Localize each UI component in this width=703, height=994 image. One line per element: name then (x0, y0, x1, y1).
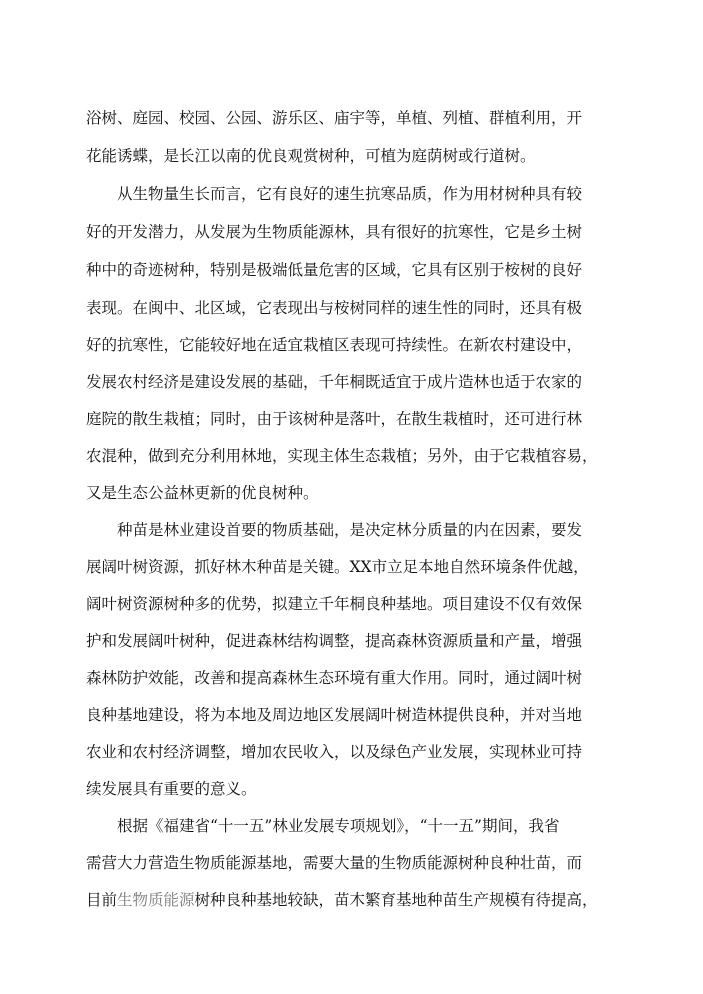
highlighted-term: 生物质能源 (117, 891, 195, 909)
text-line: 又是生态公益林更新的优良树种。 (86, 484, 319, 502)
text-line: 良种基地建设，将为本地及周边地区发展阔叶树造林提供良种，并对当地 (86, 706, 583, 724)
text-line: 森林防护效能，改善和提高森林生态环境有重大作用。同时，通过阔叶树 (86, 669, 583, 687)
text-line: 种中的奇迹树种，特别是极端低量危害的区域，它具有区别于桉树的良好 (86, 261, 583, 279)
text-line: 阔叶树资源树种多的优势，拟建立千年桐良种基地。项目建设不仅有效保 (86, 595, 583, 613)
text-line: 庭院的散生栽植；同时，由于该树种是落叶，在散生栽植时，还可进行林 (86, 410, 583, 428)
paragraph-start: 从生物量生长而言，它有良好的速生抗寒品质，作为用材树种具有较 (117, 185, 583, 203)
text-segment: 树种良种基地较缺，苗木繁育基地种苗生产规模有待提高， (194, 891, 598, 909)
text-line: 浴树、庭园、校园、公园、游乐区、庙宇等，单植、列植、群植利用，开 (86, 109, 583, 127)
text-line: 好的抗寒性，它能较好地在适宜栽植区表现可持续性。在新农村建设中， (86, 336, 583, 354)
text-line: 好的开发潜力，从发展为生物质能源林，具有很好的抗寒性，它是乡土树 (86, 223, 583, 241)
text-line: 展阔叶树资源，抓好林木种苗是关键。XX市立足本地自然环境条件优越， (86, 558, 589, 576)
paragraph-start: 种苗是林业建设首要的物质基础，是决定林分质量的内在因素，要发 (117, 521, 583, 539)
text-line: 农混种，做到充分利用林地，实现主体生态栽植；另外，由于它栽植容易， (86, 447, 598, 465)
paragraph-start: 根据《福建省“十一五”林业发展专项规划》，“十一五”期间，我省 (117, 817, 560, 835)
text-line: 农业和农村经济调整，增加农民收入，以及绿色产业发展，实现林业可持 (86, 743, 583, 761)
text-line: 发展农村经济是建设发展的基础，千年桐既适宜于成片造林也适于农家的 (86, 373, 583, 391)
text-line: 续发展具有重要的意义。 (86, 780, 257, 798)
text-line: 表现。在闽中、北区域，它表现出与桉树同样的速生性的同时，还具有极 (86, 299, 583, 317)
text-segment: 目前 (86, 891, 118, 909)
text-line: 花能诱蝶，是长江以南的优良观赏树种，可植为庭荫树或行道树。 (86, 147, 536, 165)
text-line: 护和发展阔叶树种，促进森林结构调整，提高森林资源质量和产量，增强 (86, 632, 583, 650)
text-line: 需营大力营造生物质能源基地，需要大量的生物质能源树种良种壮苗，而 (86, 854, 583, 872)
text-line (86, 890, 621, 910)
